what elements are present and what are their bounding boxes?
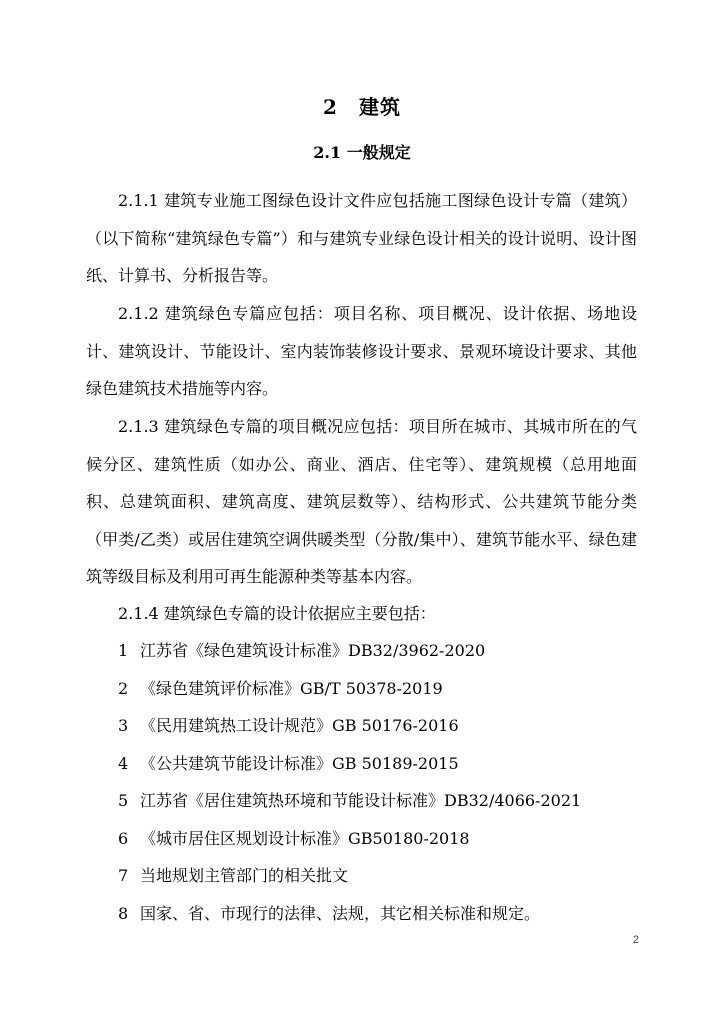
reference-number: 3 (118, 716, 129, 735)
reference-text: 当地规划主管部门的相关批文 (140, 866, 349, 885)
paragraph-2-1-3: 2.1.3 建筑绿色专篇的项目概况应包括：项目所在城市、其城市所在的气候分区、建筑性质（如办公、商业、酒店、住宅等）、建筑规模（总用地面积、总建筑面积、建筑高度、建筑层数等）、结构形式、公共建筑节能分类（甲类/乙类）或居住建筑空调供暖类型（分散/集中）、建筑节能水平、绿色建筑等级目标及利用可再生能源种类等基本内容。 (86, 417, 637, 586)
reference-text: 《绿色建筑评价标准》GB/T 50378-2019 (140, 678, 443, 698)
reference-item (118, 895, 658, 933)
reference-text: 国家、省、市现行的法律、法规，其它相关标准和规定。 (140, 903, 541, 923)
reference-text: 江苏省《居住建筑热环境和节能设计标准》DB32/4066-2021 (140, 791, 582, 810)
reference-item (118, 632, 658, 670)
reference-text: 《民用建筑热工设计规范》GB 50176-2016 (140, 716, 459, 735)
paragraph-2-1-2: 2.1.2 建筑绿色专篇应包括：项目名称、项目概况、设计依据、场地设计、建筑设计、节能设计、室内装饰装修设计要求、景观环境设计要求、其他绿色建筑技术措施等内容。 (86, 304, 637, 398)
reference-number: 5 (118, 791, 129, 810)
paragraph-2-1-1: 2.1.1 建筑专业施工图绿色设计文件应包括施工图绿色设计专篇（建筑）（以下简称“建筑绿色专篇”）和与建筑专业绿色设计相关的设计说明、设计图纸、计算书、分析报告等。 (86, 191, 637, 285)
reference-item (118, 670, 658, 708)
reference-text: 江苏省《绿色建筑设计标准》DB32/3962-2020 (140, 641, 486, 660)
reference-number: 4 (118, 753, 129, 773)
reference-number: 2 (118, 678, 129, 698)
reference-text: 《公共建筑节能设计标准》GB 50189-2015 (140, 753, 459, 773)
paragraph-2-1-4: 2.1.4 建筑绿色专篇的设计依据应主要包括： (118, 604, 436, 623)
reference-item (118, 707, 658, 745)
reference-number: 8 (118, 903, 129, 923)
reference-item (118, 820, 658, 858)
reference-number: 7 (118, 866, 129, 885)
reference-number: 6 (118, 828, 129, 848)
reference-list (118, 632, 658, 932)
page-number: 2 (632, 934, 639, 946)
reference-item (118, 857, 658, 895)
reference-number: 1 (118, 641, 129, 660)
section-title: 2.1 一般规定 (313, 143, 411, 162)
reference-item (118, 782, 658, 820)
reference-text: 《城市居住区规划设计标准》GB50180-2018 (140, 828, 470, 848)
chapter-title: 2 建筑 (323, 95, 401, 119)
reference-item (118, 745, 658, 783)
